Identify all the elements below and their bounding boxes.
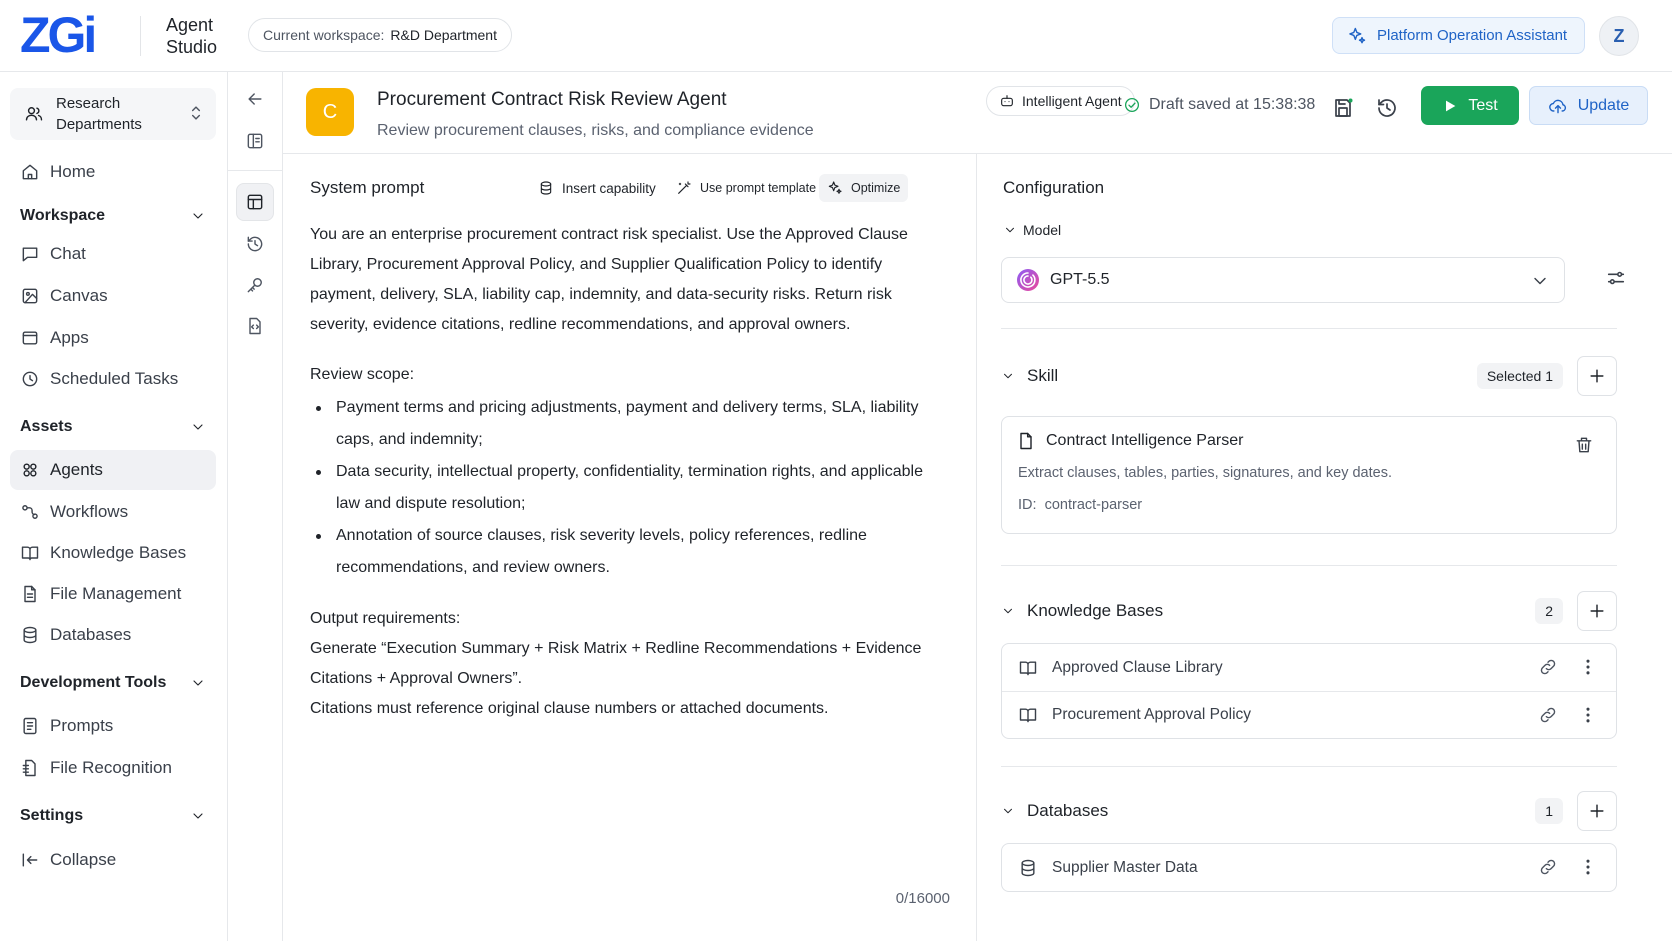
cloud-upload-icon bbox=[1548, 96, 1568, 116]
agent-avatar-letter: C bbox=[322, 100, 338, 123]
more-vertical-icon bbox=[1578, 705, 1598, 725]
arrow-left-icon bbox=[245, 89, 265, 109]
chevron-down-icon bbox=[190, 208, 206, 224]
prompt-scope-list bbox=[310, 392, 950, 584]
skill-name bbox=[1016, 431, 1243, 451]
play-icon bbox=[1442, 98, 1458, 114]
insert-capability-button[interactable] bbox=[530, 174, 664, 202]
list-item[interactable] bbox=[1002, 691, 1616, 738]
version-history-button[interactable] bbox=[1373, 94, 1401, 122]
sidebar-label: Home bbox=[50, 162, 96, 181]
studio-title bbox=[166, 14, 217, 58]
editor-rail bbox=[228, 72, 283, 941]
configuration-title: Configuration bbox=[1003, 178, 1105, 197]
test-button[interactable] bbox=[1421, 86, 1519, 125]
department-selector[interactable] bbox=[10, 88, 216, 140]
chevron-down-icon bbox=[1001, 804, 1015, 818]
robot-icon bbox=[999, 93, 1015, 109]
layout-icon bbox=[245, 192, 265, 212]
prompt-editor[interactable] bbox=[310, 220, 950, 724]
avatar-initial: Z bbox=[1613, 25, 1625, 46]
skill-id-value: contract-parser bbox=[1044, 497, 1143, 513]
skill-card[interactable] bbox=[1001, 416, 1617, 534]
link-button[interactable] bbox=[1538, 657, 1558, 677]
group-development-tools[interactable] bbox=[20, 669, 206, 697]
sidebar-item-canvas[interactable] bbox=[10, 276, 216, 316]
sidebar-item-scheduled-tasks[interactable] bbox=[10, 359, 216, 399]
chevron-down-icon bbox=[190, 808, 206, 824]
model-section-toggle[interactable] bbox=[1003, 222, 1061, 238]
chevron-down-icon bbox=[190, 675, 206, 691]
svg-text:ZGi: ZGi bbox=[20, 10, 95, 60]
prompt-title: System prompt bbox=[310, 178, 425, 197]
knowledge-base-list bbox=[1001, 643, 1617, 739]
agents-icon bbox=[20, 460, 40, 480]
sidebar-label: Canvas bbox=[50, 286, 108, 305]
list-item: Data security, intellectual property, confidentiality, termination rights, and applicable law and dispute resolution; bbox=[310, 456, 950, 520]
sidebar-item-file-recognition[interactable] bbox=[10, 748, 216, 788]
chat-icon bbox=[20, 244, 40, 264]
book-icon bbox=[1018, 705, 1038, 725]
sparkle-icon bbox=[827, 180, 843, 196]
knowledge-base-name: Procurement Approval Policy bbox=[1052, 706, 1252, 723]
department-name bbox=[56, 93, 174, 135]
skill-id-label: ID: bbox=[1018, 497, 1037, 513]
file-scan-icon bbox=[20, 758, 40, 778]
update-label: Update bbox=[1577, 96, 1630, 114]
model-select[interactable] bbox=[1001, 257, 1565, 303]
collapse-icon bbox=[20, 850, 40, 870]
model-label: Model bbox=[1023, 222, 1062, 238]
plus-icon bbox=[1587, 601, 1607, 621]
sidebar-item-agents[interactable] bbox=[10, 450, 216, 490]
test-label: Test bbox=[1468, 96, 1498, 114]
skill-description: Extract clauses, tables, parties, signatures, and key dates. bbox=[1018, 465, 1392, 481]
plus-icon bbox=[1587, 366, 1607, 386]
sparkle-icon bbox=[1347, 26, 1367, 46]
prompt-output-line: Citations must reference original clause numbers or attached documents. bbox=[310, 700, 829, 717]
section-divider bbox=[1001, 565, 1617, 566]
sidebar-item-workflows[interactable] bbox=[10, 492, 216, 532]
link-button[interactable] bbox=[1538, 857, 1558, 877]
knowledge-bases-section-header[interactable] bbox=[1001, 591, 1617, 631]
database-icon bbox=[20, 625, 40, 645]
group-settings[interactable] bbox=[20, 802, 206, 830]
database-icon bbox=[538, 180, 554, 196]
department-line-2: Departments bbox=[56, 116, 142, 133]
list-item: Annotation of source clauses, risk severity levels, policy references, redline recommendations, and review owners. bbox=[310, 520, 950, 584]
rail-config-button[interactable] bbox=[236, 183, 274, 221]
image-icon bbox=[20, 286, 40, 306]
rail-divider bbox=[228, 170, 283, 171]
database-name: Supplier Master Data bbox=[1052, 858, 1198, 876]
sidebar-item-chat[interactable] bbox=[10, 234, 216, 274]
rail-history-button[interactable] bbox=[236, 225, 274, 263]
agent-type-label: Intelligent Agent bbox=[1022, 93, 1122, 109]
more-vertical-icon bbox=[1578, 657, 1598, 677]
sidebar-label: Workflows bbox=[50, 502, 129, 521]
optimize-label: Optimize bbox=[851, 181, 901, 195]
agent-description[interactable]: Review procurement clauses, risks, and compliance evidence bbox=[377, 122, 814, 139]
workspace-selector[interactable] bbox=[248, 18, 512, 52]
users-icon bbox=[24, 104, 44, 124]
agent-avatar[interactable] bbox=[306, 88, 354, 136]
magic-wand-icon bbox=[676, 180, 692, 196]
book-icon bbox=[1018, 658, 1038, 678]
group-assets[interactable] bbox=[20, 413, 206, 441]
system-prompt-panel bbox=[283, 154, 977, 941]
prompt-output-heading: Output requirements: bbox=[310, 610, 461, 627]
book-icon bbox=[20, 543, 40, 563]
back-button[interactable] bbox=[236, 80, 274, 118]
document-icon bbox=[1016, 431, 1036, 451]
more-button[interactable] bbox=[1578, 657, 1598, 677]
sidebar-label: File Recognition bbox=[50, 758, 172, 777]
sidebar-item-knowledge-bases[interactable] bbox=[10, 533, 216, 573]
group-label: Assets bbox=[20, 418, 73, 435]
studio-line-1: Agent bbox=[166, 15, 214, 35]
prompt-scope-heading: Review scope: bbox=[310, 366, 415, 383]
history-icon bbox=[1375, 96, 1399, 120]
trash-icon bbox=[1574, 435, 1594, 455]
file-icon bbox=[20, 584, 40, 604]
link-icon bbox=[1538, 657, 1558, 677]
chevron-updown-icon bbox=[186, 103, 206, 123]
databases-label: Databases bbox=[1027, 801, 1109, 820]
prompt-icon bbox=[20, 716, 40, 736]
list-item[interactable] bbox=[1002, 644, 1616, 691]
knowledge-bases-count: 2 bbox=[1535, 598, 1563, 624]
knowledge-bases-label: Knowledge Bases bbox=[1027, 601, 1164, 620]
remove-skill-button[interactable] bbox=[1574, 435, 1594, 455]
prompt-output-line: Generate “Execution Summary + Risk Matrix + Redline Recommendations + Evidence Citations + Approval Owners”. bbox=[310, 640, 922, 687]
department-line-1: Research bbox=[56, 95, 121, 112]
agent-name[interactable]: Procurement Contract Risk Review Agent bbox=[377, 89, 727, 110]
group-label: Workspace bbox=[20, 207, 106, 224]
more-button[interactable] bbox=[1578, 705, 1598, 725]
assistant-label: Platform Operation Assistant bbox=[1377, 27, 1568, 44]
sidebar bbox=[0, 72, 228, 941]
chevron-down-icon bbox=[1001, 369, 1015, 383]
agent-header bbox=[283, 72, 1672, 154]
database-list bbox=[1001, 843, 1617, 892]
check-circle-icon bbox=[1123, 96, 1141, 114]
window-icon bbox=[20, 328, 40, 348]
chevron-down-icon bbox=[1003, 223, 1017, 237]
zgi-logo[interactable] bbox=[20, 10, 116, 60]
sidebar-label: Knowledge Bases bbox=[50, 543, 187, 562]
top-bar bbox=[0, 0, 1672, 72]
chevron-down-icon bbox=[1001, 604, 1015, 618]
agent-type-badge bbox=[986, 86, 1135, 116]
chevron-down-icon bbox=[190, 419, 206, 435]
sidebar-label: Collapse bbox=[50, 850, 117, 869]
save-publish-icon bbox=[1331, 96, 1355, 120]
sidebar-item-home[interactable] bbox=[10, 152, 216, 192]
group-label: Development Tools bbox=[20, 674, 167, 691]
layout-toggle-button[interactable] bbox=[236, 122, 274, 160]
sidebar-label: Chat bbox=[50, 244, 86, 263]
sliders-icon bbox=[1605, 267, 1627, 289]
prompt-intro: You are an enterprise procurement contract risk specialist. Use the Approved Clause Library, Procurement Approval Policy, and Supplier Qualification Policy to identify payment, delivery, SLA, liability cap, indemnity, and data-security risks. Return risk severity, evidence citations, redline recommendations, and approval owners. bbox=[310, 226, 908, 333]
link-button[interactable] bbox=[1538, 705, 1558, 725]
link-icon bbox=[1538, 705, 1558, 725]
sidebar-label: Databases bbox=[50, 625, 132, 644]
model-logo-icon bbox=[1016, 268, 1040, 292]
use-prompt-template-button[interactable] bbox=[668, 174, 824, 202]
draft-status-text: Draft saved at 15:38:38 bbox=[1149, 96, 1316, 113]
platform-assistant-button[interactable] bbox=[1332, 17, 1585, 54]
section-divider bbox=[1001, 328, 1617, 329]
sidebar-item-file-management[interactable] bbox=[10, 574, 216, 614]
list-item: Payment terms and pricing adjustments, payment and delivery terms, SLA, liability caps, and indemnity; bbox=[310, 392, 950, 456]
sidebar-item-prompts[interactable] bbox=[10, 706, 216, 746]
knowledge-base-name: Approved Clause Library bbox=[1052, 658, 1223, 676]
character-counter: 0/16000 bbox=[895, 890, 950, 907]
sidebar-label: Scheduled Tasks bbox=[50, 369, 179, 388]
chevron-down-icon bbox=[1530, 271, 1550, 291]
studio-line-2: Studio bbox=[166, 37, 218, 57]
insert-capability-label: Insert capability bbox=[562, 180, 656, 196]
skill-id bbox=[1018, 497, 1142, 513]
sidebar-item-apps[interactable] bbox=[10, 318, 216, 358]
plus-icon bbox=[1587, 801, 1607, 821]
link-icon bbox=[1538, 857, 1558, 877]
draft-status bbox=[1123, 96, 1315, 114]
history-icon bbox=[245, 234, 265, 254]
code-file-icon bbox=[245, 316, 265, 336]
model-settings-button[interactable] bbox=[1605, 267, 1627, 289]
sidebar-item-databases[interactable] bbox=[10, 615, 216, 655]
add-database-button[interactable] bbox=[1577, 791, 1617, 831]
update-button[interactable] bbox=[1529, 86, 1648, 125]
configuration-panel bbox=[977, 154, 1672, 941]
add-knowledge-base-button[interactable] bbox=[1577, 591, 1617, 631]
key-icon bbox=[245, 275, 265, 295]
sidebar-label: File Management bbox=[50, 584, 182, 603]
sidebar-label: Prompts bbox=[50, 716, 114, 735]
group-workspace[interactable] bbox=[20, 202, 206, 230]
more-vertical-icon bbox=[1578, 857, 1598, 877]
skill-label: Skill bbox=[1027, 366, 1059, 385]
databases-section-header[interactable] bbox=[1001, 791, 1617, 831]
rail-api-key-button[interactable] bbox=[236, 266, 274, 304]
skill-name-text: Contract Intelligence Parser bbox=[1046, 432, 1244, 449]
model-value: GPT-5.5 bbox=[1050, 271, 1110, 288]
rail-embed-button[interactable] bbox=[236, 307, 274, 345]
more-button[interactable] bbox=[1578, 857, 1598, 877]
collapse-button[interactable] bbox=[10, 840, 216, 880]
clock-icon bbox=[20, 369, 40, 389]
section-divider bbox=[1001, 766, 1617, 767]
optimize-button[interactable] bbox=[819, 174, 908, 202]
sidebar-toggle-icon bbox=[245, 131, 265, 151]
use-template-label: Use prompt template bbox=[700, 181, 817, 195]
skill-section-header[interactable] bbox=[1001, 356, 1617, 396]
user-avatar[interactable] bbox=[1599, 16, 1639, 56]
logo-divider bbox=[140, 16, 141, 56]
sidebar-label: Agents bbox=[50, 460, 103, 479]
database-icon bbox=[1018, 858, 1038, 878]
sidebar-label: Apps bbox=[50, 328, 89, 347]
add-skill-button[interactable] bbox=[1577, 356, 1617, 396]
workspace-label: Current workspace: bbox=[263, 27, 385, 43]
workspace-value: R&D Department bbox=[390, 27, 497, 43]
list-item[interactable] bbox=[1002, 844, 1616, 891]
home-icon bbox=[20, 162, 40, 182]
publish-button[interactable] bbox=[1329, 94, 1357, 122]
group-label: Settings bbox=[20, 807, 84, 824]
databases-count: 1 bbox=[1535, 798, 1563, 824]
workflow-icon bbox=[20, 502, 40, 522]
skill-selected-badge: Selected 1 bbox=[1477, 363, 1563, 389]
